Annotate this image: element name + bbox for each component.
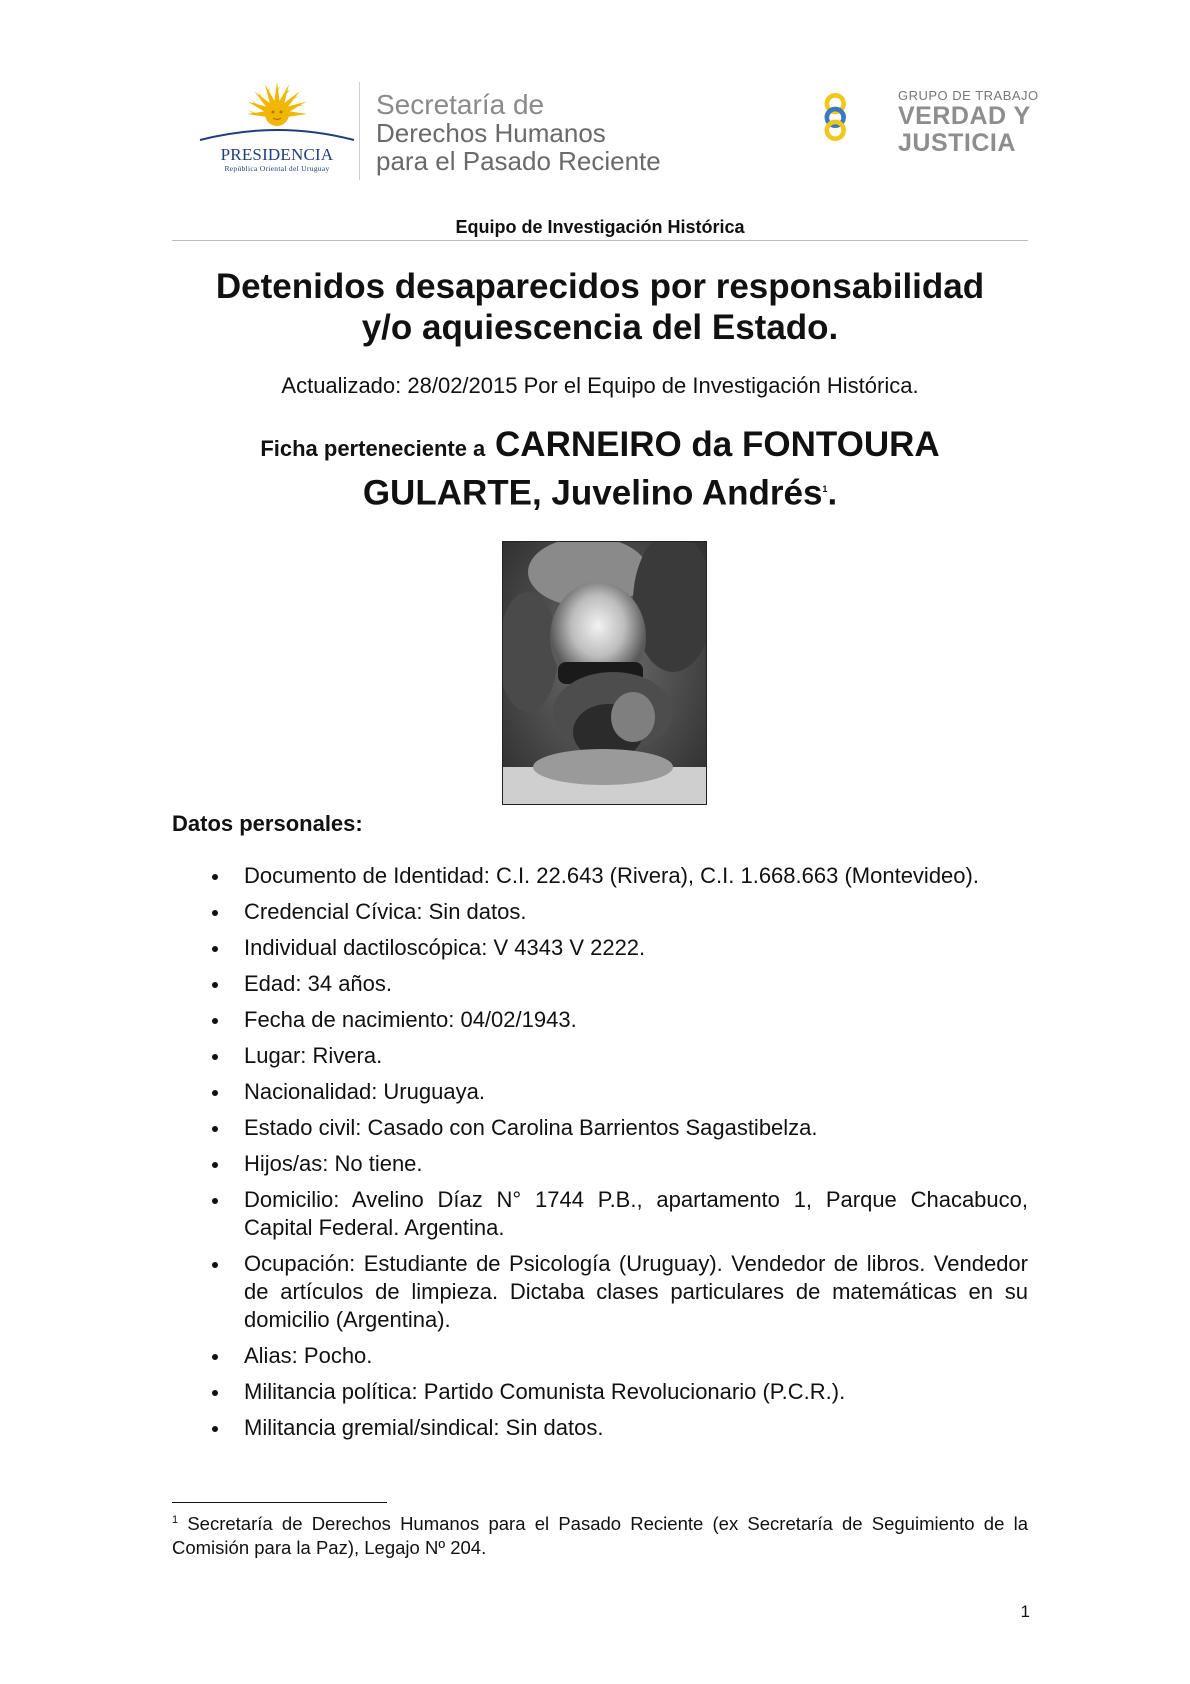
list-item: Ocupación: Estudiante de Psicología (Uruguay). Vendedor de libros. Vendedor de artículos de limpieza. Dictaba clases particulares de matemáticas en su domicilio (Argentina). (172, 1250, 1028, 1334)
title-line1: Detenidos desaparecidos por responsabilidad (215, 267, 985, 306)
page-number: 1 (1020, 1602, 1030, 1621)
ficha-heading (150, 424, 1050, 514)
bullet-icon (212, 946, 218, 952)
list-item: Credencial Cívica: Sin datos. (172, 898, 1028, 926)
bullet-icon (212, 982, 218, 988)
datos-personales-list (172, 862, 1028, 1450)
ficha-end: . (827, 473, 838, 513)
presidencia-logo (198, 80, 356, 180)
bullet-icon (212, 1198, 218, 1204)
ficha-name-line2: GULARTE, Juvelino Andrés (362, 473, 823, 513)
document-title (150, 266, 1050, 348)
header-divider (359, 82, 360, 180)
bullet-icon (212, 874, 218, 880)
bullet-icon (212, 1018, 218, 1024)
list-item: Fecha de nacimiento: 04/02/1943. (172, 1006, 1028, 1034)
list-item: Alias: Pocho. (172, 1342, 1028, 1370)
datos-personales-heading: Datos personales: (172, 811, 363, 836)
bullet-icon (212, 1354, 218, 1360)
list-item: Estado civil: Casado con Carolina Barrientos Sagastibelza. (172, 1114, 1028, 1142)
list-item: Militancia política: Partido Comunista Revolucionario (P.C.R.). (172, 1378, 1028, 1406)
updated-line: Actualizado: 28/02/2015 Por el Equipo de Investigación Histórica. (281, 373, 919, 398)
bullet-icon (212, 1126, 218, 1132)
secretaria-line1: Secretaría de (376, 89, 545, 120)
header-rule (172, 240, 1028, 241)
bullet-icon (212, 1162, 218, 1168)
secretaria-logotype (376, 90, 661, 175)
list-item: Lugar: Rivera. (172, 1042, 1028, 1070)
list-item: Nacionalidad: Uruguaya. (172, 1078, 1028, 1106)
ficha-name-line1: CARNEIRO da FONTOURA (495, 425, 940, 464)
footnote-rule (172, 1502, 387, 1503)
vyj-line2: JUSTICIA (898, 129, 1016, 157)
portrait-photo (502, 541, 707, 805)
footnote-reference[interactable]: 1 (822, 484, 828, 494)
bullet-icon (212, 1426, 218, 1432)
bullet-icon (212, 1054, 218, 1060)
list-item: Documento de Identidad: C.I. 22.643 (Rivera), C.I. 1.668.663 (Montevideo). (172, 862, 1028, 890)
verdad-y-justicia-logotype (898, 88, 1039, 157)
bullet-icon (212, 1090, 218, 1096)
list-item: Domicilio: Avelino Díaz N° 1744 P.B., apartamento 1, Parque Chacabuco, Capital Federal. Argentina. (172, 1186, 1028, 1242)
vyj-line1: VERDAD Y (898, 102, 1031, 130)
secretaria-line3: para el Pasado Reciente (376, 146, 661, 176)
title-line2: y/o aquiescencia del Estado. (361, 308, 839, 347)
bullet-icon (212, 910, 218, 916)
list-item: Hijos/as: No tiene. (172, 1150, 1028, 1178)
list-item: Individual dactiloscópica: V 4343 V 2222. (172, 934, 1028, 962)
verdad-y-justicia-rings-icon (820, 54, 900, 180)
footnote-number: 1 (172, 1514, 179, 1526)
vyj-small-caption: GRUPO DE TRABAJO (898, 88, 1039, 103)
bullet-icon (212, 1262, 218, 1268)
footnote-text: Secretaría de Derechos Humanos para el Pasado Reciente (ex Secretaría de Seguimiento de la Comisión para la Paz), Legajo Nº 204. (172, 1513, 1028, 1559)
footnote (172, 1508, 1028, 1560)
ficha-prefix: Ficha perteneciente a (260, 436, 486, 461)
team-heading: Equipo de Investigación Histórica (455, 217, 745, 237)
sun-emblem-icon (198, 80, 356, 146)
list-item: Edad: 34 años. (172, 970, 1028, 998)
bullet-icon (212, 1390, 218, 1396)
list-item: Militancia gremial/sindical: Sin datos. (172, 1414, 1028, 1442)
secretaria-line2: Derechos Humanos (376, 118, 606, 148)
presidencia-subtitle: República Oriental del Uruguay (224, 164, 330, 173)
portrait-image (503, 542, 706, 804)
presidencia-name: PRESIDENCIA (220, 145, 334, 164)
